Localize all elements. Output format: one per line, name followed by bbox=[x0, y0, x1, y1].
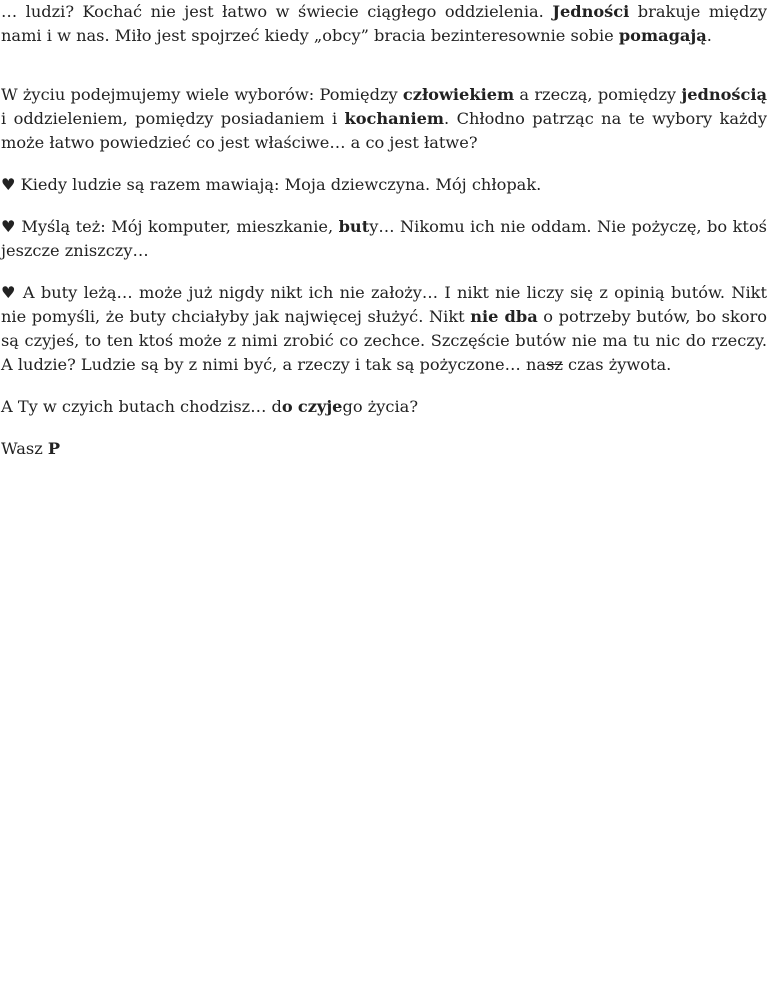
text-span: . Chłodno patrząc na te wybory każdy może łatwo powiedzieć co jest właściwe… a co jest łatwe? bbox=[1, 109, 768, 152]
text-span: i oddzieleniem, pomiędzy posiadaniem i bbox=[1, 109, 345, 128]
text-span: y… Nikomu ich nie oddam. Nie pożyczę, bo ktoś jeszcze zniszczy… bbox=[1, 217, 767, 260]
paragraph-heart-2 bbox=[1, 215, 767, 263]
text-span: brakuje między nami i w nas. Miło jest spojrzeć kiedy „obcy” bracia bezinteresownie sobie bbox=[1, 2, 767, 45]
signature-initial: P bbox=[47, 439, 61, 458]
emphasis-span: człowiekiem bbox=[402, 85, 515, 104]
text-span: czas żywota. bbox=[562, 355, 672, 374]
emphasis-span: o bbox=[281, 397, 293, 416]
emphasis-span: nie dba bbox=[470, 307, 538, 326]
text-span: W życiu podejmujemy wiele wyborów: Pomiędzy bbox=[1, 85, 403, 104]
paragraph-heart-1 bbox=[1, 173, 767, 197]
emphasis-span: Jedności bbox=[552, 2, 630, 21]
text-span: go życia? bbox=[342, 397, 418, 416]
text-span: … ludzi? Kochać nie jest łatwo w świecie ciągłego oddzielenia. bbox=[1, 2, 553, 21]
article-body bbox=[0, 0, 768, 461]
paragraph-signature bbox=[1, 437, 767, 461]
text-span: a rzeczą, pomiędzy bbox=[514, 85, 682, 104]
text-span: . bbox=[706, 26, 712, 45]
text-span: Wasz bbox=[1, 439, 48, 458]
text-span: A Ty w czyich butach chodzisz… d bbox=[1, 397, 282, 416]
emphasis-span: jednością bbox=[681, 85, 767, 104]
text-span: ♥ A buty leżą… może już nigdy nikt ich nie założy… I nikt nie liczy się z opinią butów. Nikt nie pomyśli, że buty chciałyby jak najwięcej służyć. Nikt bbox=[1, 283, 767, 326]
emphasis-span: pomagają bbox=[618, 26, 707, 45]
text-span: ♥ Kiedy ludzie są razem mawiają: Moja dziewczyna. Mój chłopak. bbox=[1, 175, 542, 194]
text-span: ♥ Myślą też: Mój komputer, mieszkanie, bbox=[1, 217, 339, 236]
paragraph-heart-3 bbox=[1, 281, 767, 377]
emphasis-span: but bbox=[338, 217, 370, 236]
emphasis-span: kochaniem bbox=[344, 109, 445, 128]
text-span: o potrzeby butów, bo skoro są czyjeś, to ten ktoś może z nimi zrobić co zechce. Szczęście butów nie ma tu nic do rzeczy. A ludzie? Ludzie są by z nimi być, a rzeczy i tak są pożyczone… na bbox=[1, 307, 768, 374]
emphasis-span: czyje bbox=[297, 397, 343, 416]
paragraph-question bbox=[1, 395, 767, 419]
strikethrough-span: sz bbox=[546, 355, 563, 374]
paragraph-choices bbox=[1, 83, 767, 155]
paragraph-intro bbox=[1, 0, 767, 48]
